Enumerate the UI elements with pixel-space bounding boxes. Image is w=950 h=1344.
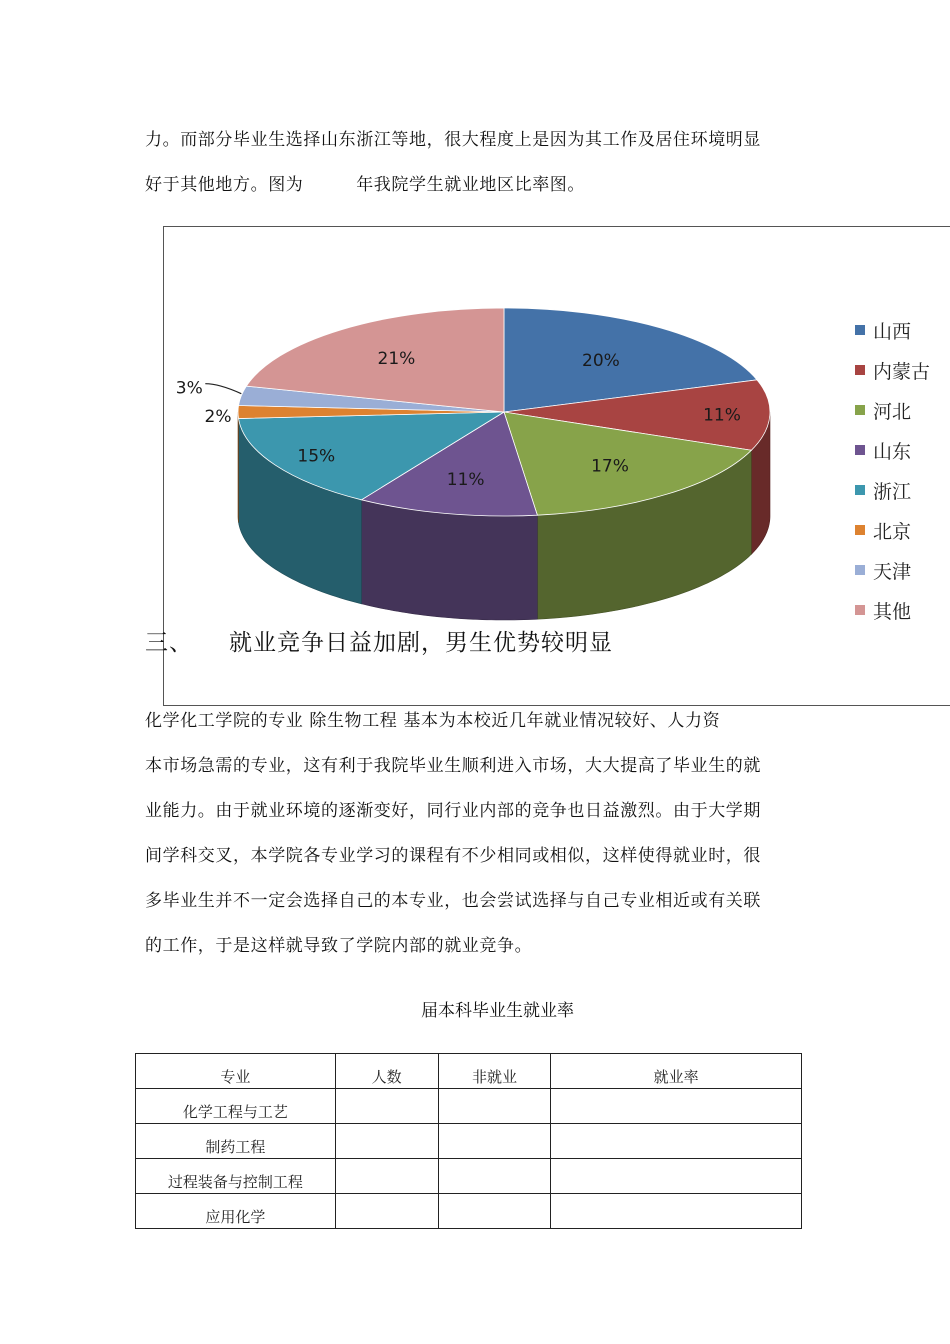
table-row (136, 1194, 802, 1229)
table-header-row (136, 1054, 802, 1089)
table-row (136, 1089, 802, 1124)
legend-swatch (855, 525, 865, 535)
legend-label: 其他 (873, 600, 912, 623)
table-cell (438, 1089, 551, 1124)
header-cell: 非就业 (438, 1054, 551, 1089)
paragraph-line: 间学科交叉，本学院各专业学习的课程有不少相同或相似，这样使得就业时，很 (145, 846, 761, 866)
legend-item (855, 470, 930, 510)
legend-swatch (855, 325, 865, 335)
legend-label: 北京 (873, 520, 912, 543)
table-cell (335, 1159, 438, 1194)
legend-item (855, 590, 930, 630)
data-label: 17% (591, 456, 629, 477)
legend-label: 山东 (873, 440, 912, 463)
data-label: 21% (377, 348, 416, 369)
table-cell (438, 1159, 551, 1194)
legend-swatch (855, 605, 865, 615)
paragraph-line: 业能力。由于就业环境的逐渐变好，同行业内部的竞争也日益激烈。由于大学期 (145, 801, 761, 821)
data-label: 15% (297, 446, 336, 467)
paragraph-line: 好于其他地方。图为 年我院学生就业地区比率图。 (145, 175, 585, 195)
leader-line (205, 384, 241, 394)
legend-label: 内蒙古 (873, 360, 931, 383)
legend-swatch (855, 485, 865, 495)
legend-item (855, 310, 930, 350)
section-number: 三、 (145, 630, 193, 656)
chart-legend (855, 310, 930, 630)
legend-label: 天津 (873, 560, 912, 583)
table-cell: 制药工程 (136, 1124, 336, 1159)
legend-item (855, 350, 930, 390)
legend-label: 河北 (873, 400, 912, 423)
table-cell (335, 1124, 438, 1159)
legend-swatch (855, 445, 865, 455)
table-cell: 过程装备与控制工程 (136, 1159, 336, 1194)
header-cell: 就业率 (551, 1054, 802, 1089)
legend-swatch (855, 565, 865, 575)
pie-slice-side (361, 500, 537, 620)
table-cell (335, 1194, 438, 1229)
header-cell: 人数 (335, 1054, 438, 1089)
legend-label: 山西 (873, 320, 912, 343)
paragraph-line: 化学化工学院的专业 除生物工程 基本为本校近几年就业情况较好、人力资 (145, 711, 721, 731)
section-title: 就业竞争日益加剧，男生优势较明显 (229, 630, 613, 656)
legend-item (855, 510, 930, 550)
table-cell (551, 1124, 802, 1159)
table-cell (551, 1159, 802, 1194)
table-cell (335, 1089, 438, 1124)
paragraph-line: 力。而部分毕业生选择山东浙江等地，很大程度上是因为其工作及居住环境明显 (145, 130, 761, 150)
table-cell (438, 1194, 551, 1229)
pie-slice-side (238, 412, 239, 523)
legend-item (855, 430, 930, 470)
table-title: 届本科毕业生就业率 (421, 1001, 574, 1021)
paragraph-line: 本市场急需的专业，这有利于我院毕业生顺利进入市场，大大提高了毕业生的就 (145, 756, 761, 776)
table-row (136, 1159, 802, 1194)
section-heading (145, 624, 613, 657)
data-label: 3% (175, 378, 203, 399)
legend-label: 浙江 (873, 480, 912, 503)
table-cell: 应用化学 (136, 1194, 336, 1229)
legend-item (855, 550, 930, 590)
header-cell: 专业 (136, 1054, 336, 1089)
legend-item (855, 390, 930, 430)
table-cell (438, 1124, 551, 1159)
employment-table (135, 1053, 802, 1229)
paragraph-line: 的工作，于是这样就导致了学院内部的就业竞争。 (145, 936, 533, 956)
table-cell: 化学工程与工艺 (136, 1089, 336, 1124)
legend-swatch (855, 365, 865, 375)
data-label: 11% (446, 470, 485, 490)
table-cell (551, 1194, 802, 1229)
paragraph-line: 多毕业生并不一定会选择自己的本专业，也会尝试选择与自己专业相近或有关联 (145, 891, 761, 911)
data-label: 20% (582, 350, 620, 371)
data-label: 2% (204, 407, 232, 427)
table-cell (551, 1089, 802, 1124)
data-label: 11% (703, 405, 741, 426)
table-row (136, 1124, 802, 1159)
legend-swatch (855, 405, 865, 415)
